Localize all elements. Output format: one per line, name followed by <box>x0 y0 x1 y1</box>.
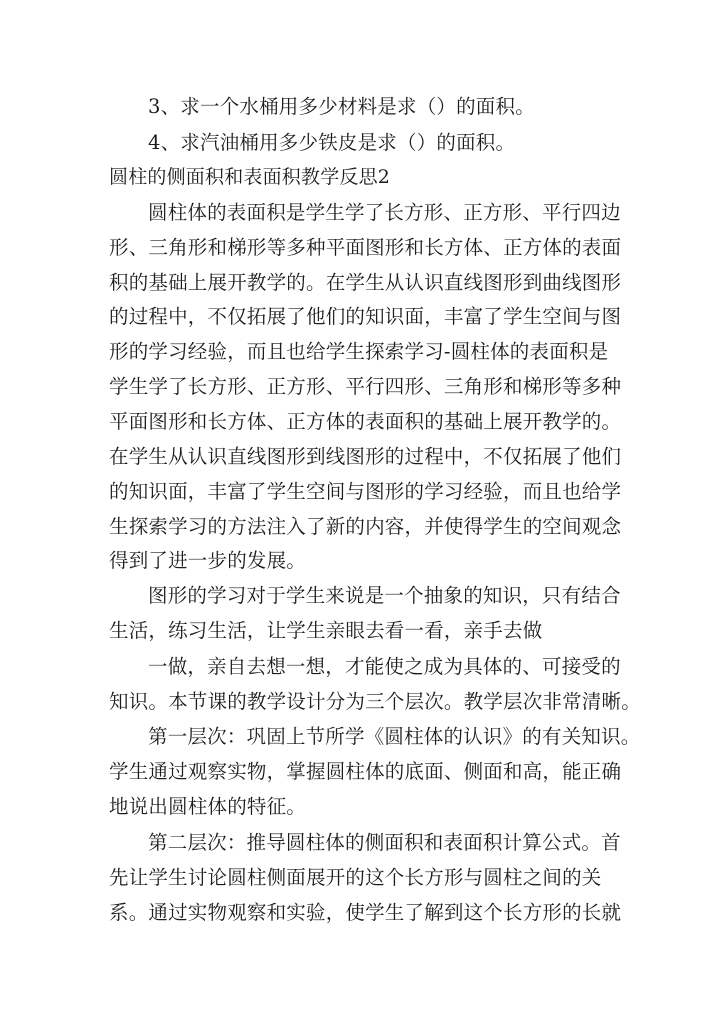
paragraph-1-line-9: 的知识面，丰富了学生空间与图形的学习经验，而且也给学 <box>109 480 622 503</box>
section-heading: 圆柱的侧面积和表面积教学反思2 <box>109 166 391 188</box>
paragraph-2-line-1: 图形的学习对于学生来说是一个抽象的知识，只有结合 <box>148 584 621 607</box>
question-3: 3、求一个水桶用多少材料是求（）的面积。 <box>148 95 535 118</box>
paragraph-3-line-1: 一做，亲自去想一想，才能使之成为具体的、可接受的 <box>148 655 621 678</box>
paragraph-1-line-10: 生探索学习的方法注入了新的内容，并使得学生的空间观念 <box>109 515 622 538</box>
paragraph-5-line-2: 先让学生讨论圆柱侧面展开的这个长方形与圆柱之间的关 <box>109 866 602 889</box>
question-4: 4、求汽油桶用多少铁皮是求（）的面积。 <box>148 131 516 154</box>
paragraph-1-line-4: 的过程中，不仅拓展了他们的知识面，丰富了学生空间与图 <box>109 305 622 328</box>
paragraph-1-line-6: 学生学了长方形、正方形、平行四形、三角形和梯形等多种 <box>109 375 622 398</box>
paragraph-1-line-2: 形、三角形和梯形等多种平面图形和长方体、正方体的表面 <box>109 236 622 259</box>
paragraph-1-line-8: 在学生从认识直线图形到线图形的过程中，不仅拓展了他们 <box>109 445 622 468</box>
paragraph-2-line-2: 生活，练习生活，让学生亲眼去看一看，亲手去做 <box>109 619 543 642</box>
paragraph-4-line-3: 地说出圆柱体的特征。 <box>109 795 307 818</box>
paragraph-5-line-3: 系。通过实物观察和实验，使学生了解到这个长方形的长就 <box>109 901 622 924</box>
paragraph-1-line-11: 得到了进一步的发展。 <box>109 549 307 572</box>
paragraph-1-line-1: 圆柱体的表面积是学生学了长方形、正方形、平行四边 <box>148 201 621 224</box>
paragraph-3-line-2: 知识。本节课的教学设计分为三个层次。教学层次非常清晰。 <box>109 690 641 713</box>
paragraph-4-line-2: 学生通过观察实物，掌握圆柱体的底面、侧面和高，能正确 <box>109 760 622 783</box>
paragraph-1-line-7: 平面图形和长方体、正方体的表面积的基础上展开教学的。 <box>109 410 622 433</box>
paragraph-1-line-3: 积的基础上展开教学的。在学生从认识直线图形到曲线图形 <box>109 271 622 294</box>
paragraph-5-line-1: 第二层次：推导圆柱体的侧面积和表面积计算公式。首 <box>148 831 621 854</box>
paragraph-1-line-5: 形的学习经验，而且也给学生探索学习-圆柱体的表面积是 <box>109 340 609 363</box>
paragraph-4-line-1: 第一层次：巩固上节所学《圆柱体的认识》的有关知识。 <box>148 725 641 748</box>
